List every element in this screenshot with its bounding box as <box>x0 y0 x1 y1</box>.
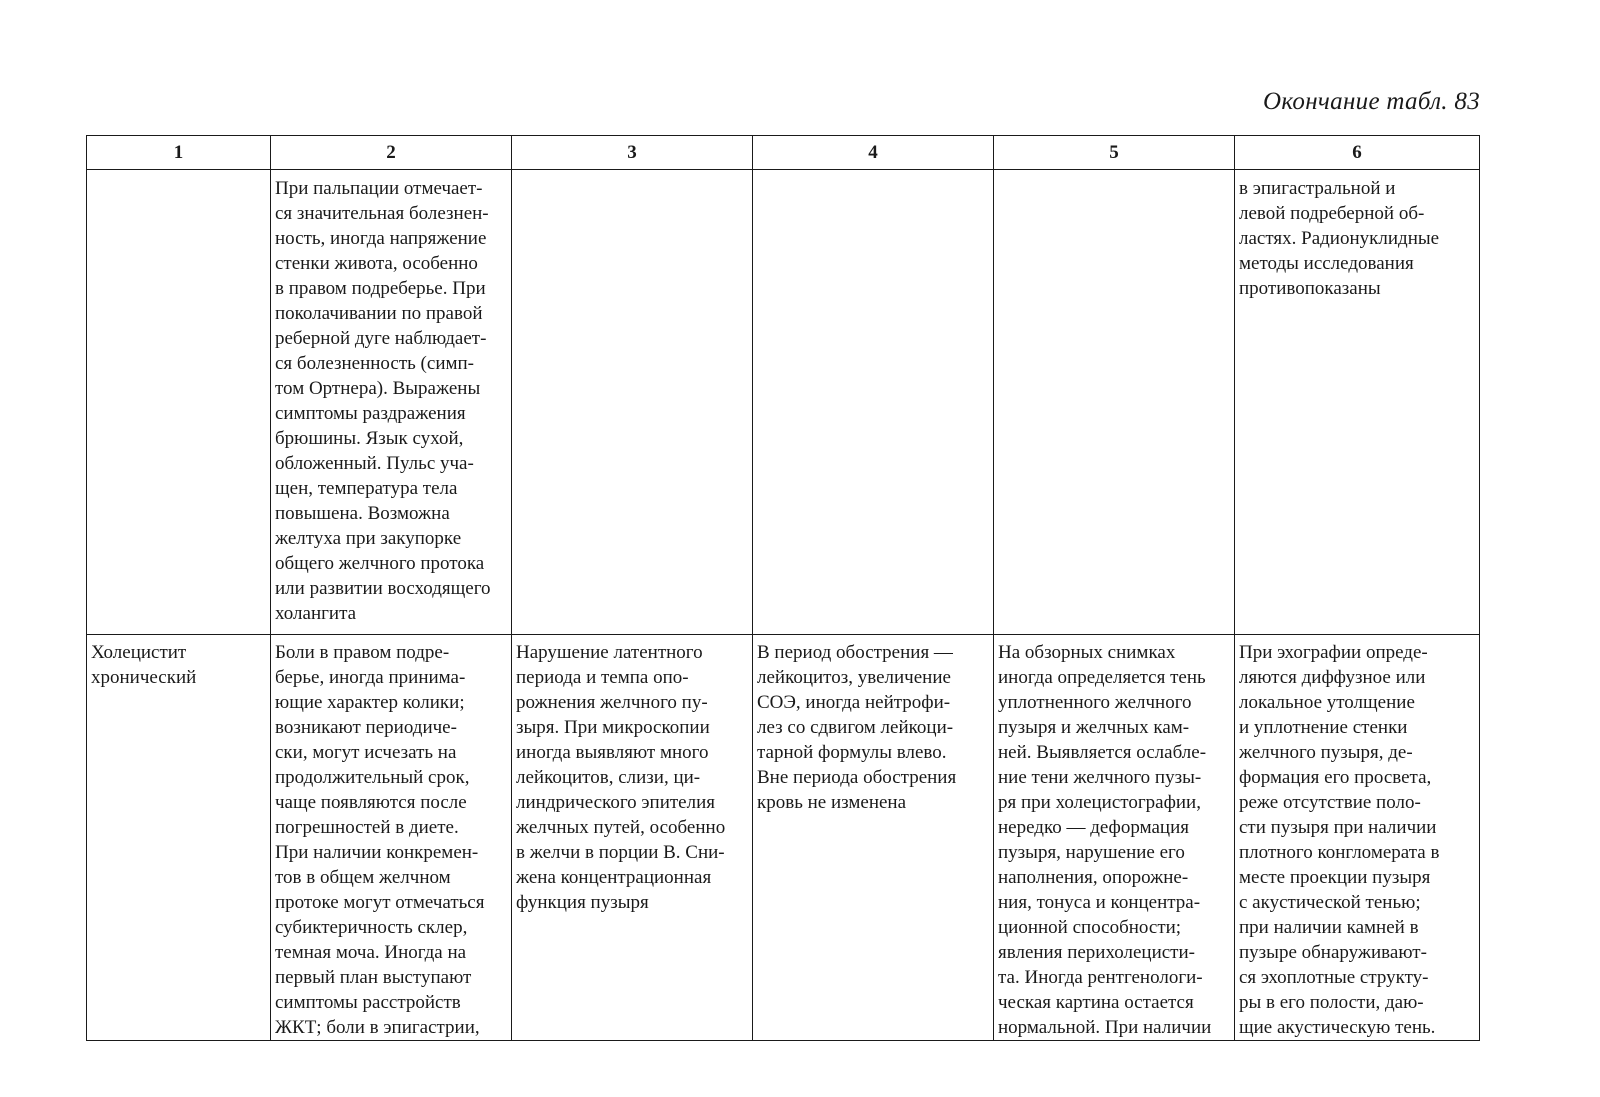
cell-disease <box>87 170 271 635</box>
cell-clinical-signs <box>271 170 512 635</box>
cell-column-5 <box>994 170 1235 635</box>
cell-text: Холецистит хронический <box>91 642 197 688</box>
cell-column-4 <box>753 170 994 635</box>
table-row <box>87 170 1480 635</box>
cell-column-4 <box>753 635 994 1041</box>
cell-text: Нарушение латентного периода и темпа опо- рожнения желчного пу- зыря. При микроскопии иногда выявляют много лейкоцитов, слизи, ци- линдрического эпителия желчных путей, особенно в желчи в порции В. Сни- жена концентрационная функция пузыря <box>516 642 726 913</box>
table-caption: Окончание табл. 83 <box>1263 88 1480 115</box>
column-header: 6 <box>1235 136 1480 170</box>
cell-column-6 <box>1235 635 1480 1041</box>
cell-disease <box>87 635 271 1041</box>
column-header: 3 <box>512 136 753 170</box>
cell-text: При пальпации отмечает- ся значительная болезнен- ность, иногда напряжение стенки живота, особенно в правом подреберье. При поколачивании по правой реберной дуге наблюдает- ся болезненность (симп- том Ортнера). Выражены симптомы раздражения брюшины. Язык сухой, обложенный. Пульс уча- щен, температура тела повышена. Возможна желтуха при закупорке общего желчного протока или развитии восходящего холангита <box>275 178 491 624</box>
cell-text: На обзорных снимках иногда определяется тень уплотненного желчного пузыря и желчных кам- ней. Выявляется ослабле- ние тени желчного пузы- ря при холецистографии, нередко — деформация пузыря, нарушение его наполнения, опорожне- ния, тонуса и концентра- ционной способности; явления перихолецисти- та. Иногда рентгенологи- ческая картина остается нормальной. При наличии <box>998 642 1212 1038</box>
cell-clinical-signs <box>271 635 512 1041</box>
cell-column-3 <box>512 170 753 635</box>
column-header: 4 <box>753 136 994 170</box>
cell-column-6 <box>1235 170 1480 635</box>
header-row <box>87 136 1480 170</box>
data-table <box>86 135 1480 1041</box>
column-header: 2 <box>271 136 512 170</box>
cell-column-5 <box>994 635 1235 1041</box>
cell-text: При эхографии опреде- ляются диффузное или локальное утолщение и уплотнение стенки желчного пузыря, де- формация его просвета, реже отсутствие поло- сти пузыря при наличии плотного конгломерата в месте проекции пузыря с акустической тенью; при наличии камней в пузыре обнаруживают- ся эхоплотные структу- ры в его полости, даю- щие акустическую тень. <box>1239 642 1440 1038</box>
cell-text: Боли в правом подре- берье, иногда принима- ющие характер колики; возникают периодиче- ски, могут исчезать на продолжительный срок, чаще появляются после погрешностей в диете. При наличии конкремен- тов в общем желчном протоке могут отмечаться субиктеричность склер, темная моча. Иногда на первый план выступают симптомы расстройств ЖКТ; боли в эпигастрии, <box>275 642 485 1038</box>
cell-text: в эпигастральной и левой подреберной об- ластях. Радионуклидные методы исследования противопоказаны <box>1239 178 1440 299</box>
table-row <box>87 635 1480 1041</box>
column-header: 1 <box>87 136 271 170</box>
cell-column-3 <box>512 635 753 1041</box>
cell-text: В период обострения — лейкоцитоз, увеличение СОЭ, иногда нейтрофи- лез со сдвигом лейкоци- тарной формулы влево. Вне периода обострения кровь не изменена <box>757 642 957 813</box>
column-header: 5 <box>994 136 1235 170</box>
